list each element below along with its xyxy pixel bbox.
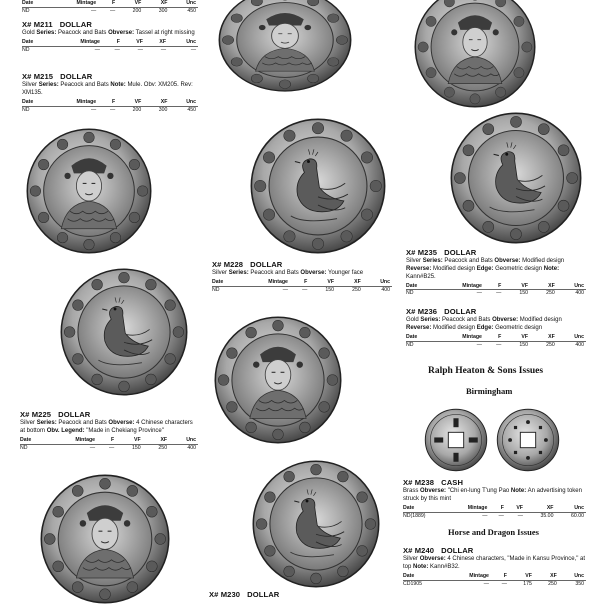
obverse-value: Tassel at right missing: [135, 30, 195, 37]
catalog-number: M225: [31, 410, 52, 419]
coin-portrait-left-1: [26, 128, 152, 254]
col-xf: XF: [525, 505, 556, 512]
denomination: DOLLAR: [444, 307, 477, 316]
obverse-label: Obverse:: [492, 317, 519, 324]
entry-m230: [209, 590, 389, 600]
metal: Silver: [403, 556, 419, 563]
note-value: Kann#B32.: [430, 564, 460, 571]
col-f: F: [102, 39, 122, 46]
col-f: F: [98, 0, 117, 7]
cell-f: —: [501, 580, 507, 587]
col-f: F: [484, 283, 503, 290]
col-unc: Unc: [557, 334, 586, 341]
cell-f: —: [109, 106, 116, 113]
catalog-prefix: X#: [406, 307, 416, 316]
cell-vf: 150: [519, 290, 529, 297]
catalog-prefix: X#: [212, 260, 222, 269]
col-vf: VF: [117, 99, 143, 106]
cell-date: ND: [22, 46, 30, 53]
col-mintage: Mintage: [447, 505, 489, 512]
entry-description: [22, 30, 198, 38]
obv-legend-value: "Made in Chekiang Province": [86, 428, 164, 435]
metal: Gold: [22, 30, 35, 37]
col-f: F: [484, 334, 503, 341]
obverse-value: Modified design: [522, 258, 565, 265]
obverse-value: Younger face: [328, 270, 364, 277]
coin-m238-cash-obverse: [424, 408, 488, 472]
col-date: Date: [212, 279, 240, 286]
entry-heading: [22, 20, 198, 29]
entry-m215: [22, 72, 198, 113]
col-vf: VF: [506, 505, 525, 512]
col-vf: VF: [503, 283, 530, 290]
series-label: Series:: [422, 258, 443, 265]
cell-date: ND: [212, 286, 220, 293]
mintage-table: [22, 0, 198, 14]
catalog-prefix: X#: [22, 20, 32, 29]
col-f: F: [97, 437, 116, 444]
cell-vf: —: [517, 512, 523, 519]
col-xf: XF: [143, 99, 169, 106]
edge-label: Edge:: [476, 266, 494, 273]
catalog-number: M211: [33, 20, 53, 29]
metal: Brass: [403, 488, 419, 495]
emperor-portrait-icon: [40, 474, 170, 604]
cell-f: —: [114, 46, 120, 53]
denomination: CASH: [441, 478, 464, 487]
entry-heading: [212, 260, 392, 269]
cell-mintage: —: [482, 512, 488, 519]
reverse-label: Reverse:: [406, 325, 432, 332]
col-date: Date: [20, 437, 48, 444]
mintage-table: [22, 39, 198, 53]
emperor-portrait-icon: [411, 0, 539, 108]
edge-label: Edge:: [476, 325, 494, 332]
cell-date: ND: [406, 341, 414, 348]
col-date: Date: [406, 283, 434, 290]
col-vf: VF: [509, 573, 534, 580]
emperor-portrait-icon: [26, 128, 152, 254]
obv-legend-label: Obv. Legend:: [46, 428, 85, 435]
reverse-value: Modified design: [433, 325, 476, 332]
coin-peacock-center-3: [252, 460, 380, 588]
note-label: Note:: [110, 82, 126, 89]
entry-m210: [22, 0, 198, 14]
cell-f: —: [496, 290, 502, 297]
table-row: [212, 286, 392, 293]
col-mintage: Mintage: [51, 39, 102, 46]
reverse-label: Reverse:: [406, 266, 432, 273]
entry-description: [406, 317, 586, 333]
metal: Silver: [20, 420, 36, 427]
cell-xf: 250: [546, 290, 555, 297]
col-vf: VF: [309, 279, 336, 286]
mintage-table: [22, 99, 198, 113]
obverse-value: "Chi en-lung T'ung Pao: [447, 488, 510, 495]
peacock-icon: [450, 112, 582, 244]
note-label: Note:: [413, 564, 429, 571]
catalog-prefix: X#: [403, 546, 413, 555]
series-value: Peacock and Bats: [58, 30, 107, 37]
cell-xf: 35.00: [540, 512, 554, 519]
table-row: [406, 341, 586, 348]
col-mintage: Mintage: [48, 437, 97, 444]
cell-mintage: —: [476, 341, 482, 348]
cell-mintage: —: [282, 286, 288, 293]
note-value: Kann#B25.: [406, 274, 436, 281]
catalog-number: M215: [33, 72, 54, 81]
peacock-icon: [60, 268, 188, 396]
col-f: F: [290, 279, 309, 286]
peacock-icon: [252, 460, 380, 588]
col-xf: XF: [143, 437, 169, 444]
entry-m235: [406, 248, 586, 297]
series-value: Peacock and Bats: [60, 82, 109, 89]
cell-xf: 300: [158, 106, 168, 113]
square-hole-cash-icon: [496, 408, 560, 472]
col-vf: VF: [117, 0, 143, 7]
cell-mintage: —: [94, 46, 100, 53]
col-f: F: [489, 505, 505, 512]
cell-mintage: —: [90, 106, 97, 113]
col-xf: XF: [530, 283, 557, 290]
col-date: Date: [406, 334, 434, 341]
denomination: DOLLAR: [444, 248, 477, 257]
col-xf: XF: [336, 279, 363, 286]
emperor-portrait-icon: [214, 316, 342, 444]
series-value: Peacock and Bats: [58, 420, 107, 427]
col-xf: XF: [143, 0, 169, 7]
coin-portrait-left-3: [40, 474, 170, 604]
denomination: DOLLAR: [58, 410, 91, 419]
denomination: DOLLAR: [247, 590, 280, 599]
metal: Silver: [406, 258, 422, 265]
col-xf: XF: [530, 334, 557, 341]
mintage-table: [406, 334, 586, 348]
reverse-value: Modified design: [433, 266, 476, 273]
col-unc: Unc: [363, 279, 392, 286]
cell-xf: —: [160, 46, 167, 53]
section-subtitle-horse-dragon: Horse and Dragon Issues: [448, 527, 539, 537]
cell-date: ND: [406, 290, 414, 297]
entry-description: [212, 270, 392, 278]
cell-mintage: —: [89, 444, 96, 451]
col-date: Date: [22, 39, 51, 46]
table-row: [406, 290, 586, 297]
cell-mintage: —: [476, 290, 482, 297]
coin-portrait-center-2: [214, 316, 342, 444]
obverse-value: 4 Chinese characters, "Made in Kansu Province," at top: [403, 556, 586, 571]
catalog-number: M235: [417, 248, 438, 257]
catalog-number: M228: [223, 260, 244, 269]
cell-f: —: [498, 512, 504, 519]
series-label: Series:: [36, 420, 57, 427]
cell-xf: 250: [158, 444, 168, 451]
metal: Silver: [212, 270, 228, 277]
col-unc: Unc: [169, 437, 198, 444]
cell-f: —: [496, 341, 502, 348]
entry-m238: [403, 478, 586, 519]
peacock-icon: [250, 118, 386, 254]
col-xf: XF: [145, 39, 168, 46]
cell-vf: 150: [325, 286, 335, 293]
series-label: Series:: [38, 82, 59, 89]
table-row: [20, 444, 198, 451]
cell-vf: 200: [132, 106, 142, 113]
catalog-prefix: X#: [403, 478, 413, 487]
table-row: [22, 46, 198, 53]
section-subtitle-birmingham: Birmingham: [466, 386, 513, 396]
cell-unc: —: [190, 46, 196, 53]
col-mintage: Mintage: [240, 279, 290, 286]
series-label: Series:: [420, 317, 441, 324]
cell-mintage: —: [90, 7, 97, 14]
cell-vf: 150: [519, 341, 529, 348]
entry-heading: [20, 410, 198, 419]
cell-f: —: [302, 286, 308, 293]
cell-unc: 350: [575, 580, 584, 587]
obverse-value: Modified design: [519, 317, 562, 324]
coin-m238-cash-reverse: [496, 408, 560, 472]
cell-unc: 400: [187, 444, 196, 451]
col-unc: Unc: [169, 99, 198, 106]
catalog-prefix: X#: [22, 72, 32, 81]
note-label: Note:: [543, 266, 560, 273]
cell-unc: 450: [187, 106, 196, 113]
cell-unc: 400: [381, 286, 390, 293]
table-row: [403, 512, 586, 519]
denomination: DOLLAR: [441, 546, 474, 555]
mintage-table: [20, 437, 198, 451]
col-mintage: Mintage: [444, 573, 490, 580]
table-row: [22, 106, 198, 113]
series-value: Peacock and Bats: [444, 258, 493, 265]
col-vf: VF: [122, 39, 145, 46]
note-value: Mule. Obv: XM205. Rev: XM135.: [22, 82, 193, 97]
col-unc: Unc: [168, 39, 198, 46]
entry-description: [20, 420, 198, 436]
col-mintage: Mintage: [434, 283, 484, 290]
entry-heading: [403, 478, 586, 487]
entry-m240: [403, 546, 586, 587]
mintage-table: [403, 573, 586, 587]
mintage-table: [403, 505, 586, 519]
entry-m225: [20, 410, 198, 451]
col-date: Date: [22, 0, 49, 7]
entry-description: [403, 488, 586, 504]
emperor-portrait-icon: [218, 0, 352, 92]
cell-unc: 60.00: [571, 512, 584, 519]
obverse-value: 4 Chinese characters at bottom: [20, 420, 193, 435]
cell-unc: 450: [187, 7, 196, 14]
series-value: Peacock and Bats: [250, 270, 299, 277]
col-f: F: [491, 573, 509, 580]
entry-heading: [406, 307, 586, 316]
col-mintage: Mintage: [49, 99, 98, 106]
cell-date: ND: [22, 106, 30, 113]
obverse-label: Obverse:: [420, 488, 447, 495]
entry-heading: [209, 590, 389, 599]
entry-description: [406, 258, 586, 281]
catalog-prefix: X#: [406, 248, 416, 257]
coin-m211-portrait-top-center: [218, 0, 352, 92]
catalog-prefix: X#: [20, 410, 30, 419]
obverse-label: Obverse:: [419, 556, 446, 563]
coin-peacock-right-1: [450, 112, 582, 244]
cell-xf: 250: [352, 286, 361, 293]
col-unc: Unc: [169, 0, 198, 7]
obverse-label: Obverse:: [108, 420, 135, 427]
section-title-heaton: Ralph Heaton & Sons Issues: [428, 366, 544, 376]
cell-date: ND: [22, 7, 30, 14]
col-xf: XF: [534, 573, 559, 580]
col-date: Date: [22, 99, 49, 106]
obverse-label: Obverse:: [300, 270, 327, 277]
col-unc: Unc: [555, 505, 586, 512]
series-label: Series:: [36, 30, 57, 37]
cell-vf: —: [137, 46, 143, 53]
cell-vf: 200: [132, 7, 142, 14]
denomination: DOLLAR: [59, 20, 92, 29]
cell-date: ND(1889): [403, 512, 426, 519]
edge-value: Geometric design: [495, 325, 543, 332]
cell-mintage: —: [483, 580, 489, 587]
col-unc: Unc: [559, 573, 586, 580]
col-date: Date: [403, 573, 444, 580]
catalog-number: M230: [220, 590, 241, 599]
metal: Gold: [406, 317, 419, 324]
note-label: Note:: [510, 488, 527, 495]
catalog-number: M236: [417, 307, 438, 316]
table-row: [22, 7, 198, 14]
col-date: Date: [403, 505, 447, 512]
metal: Silver: [22, 82, 38, 89]
coin-peacock-center-1: [250, 118, 386, 254]
entry-heading: [403, 546, 586, 555]
col-vf: VF: [116, 437, 142, 444]
denomination: DOLLAR: [250, 260, 283, 269]
obverse-label: Obverse:: [108, 30, 135, 37]
entry-heading: [406, 248, 586, 257]
entry-m211: [22, 20, 198, 53]
col-mintage: Mintage: [434, 334, 484, 341]
cell-vf: 175: [523, 580, 532, 587]
cell-xf: 250: [548, 580, 557, 587]
entry-description: [22, 82, 198, 98]
col-f: F: [98, 99, 117, 106]
entry-description: [403, 556, 586, 572]
cell-date: ND: [20, 444, 28, 451]
series-value: Peacock and Bats: [442, 317, 491, 324]
entry-m236: [406, 307, 586, 348]
note-value: An advertising token struck by this mint: [403, 488, 582, 503]
cell-xf: 300: [158, 7, 168, 14]
cell-vf: 150: [131, 444, 141, 451]
entry-heading: [22, 72, 198, 81]
mintage-table: [406, 283, 586, 297]
cell-unc: 400: [575, 341, 584, 348]
cell-xf: 250: [546, 341, 555, 348]
square-hole-cash-icon: [424, 408, 488, 472]
mintage-table: [212, 279, 392, 293]
col-unc: Unc: [557, 283, 586, 290]
entry-m228: [212, 260, 392, 293]
cell-date: CD1905: [403, 580, 423, 587]
catalog-prefix: X#: [209, 590, 219, 599]
cell-unc: 400: [575, 290, 584, 297]
cell-f: —: [109, 7, 116, 14]
catalog-number: M238: [414, 478, 435, 487]
col-vf: VF: [503, 334, 530, 341]
series-label: Series:: [228, 270, 249, 277]
denomination: DOLLAR: [60, 72, 93, 81]
obverse-label: Obverse:: [494, 258, 521, 265]
catalog-number: M240: [414, 546, 435, 555]
col-mintage: Mintage: [49, 0, 98, 7]
coin-peacock-left-2: [60, 268, 188, 396]
edge-value: Geometric design: [495, 266, 543, 273]
cell-f: —: [109, 444, 115, 451]
coin-m215-portrait-top-right: [411, 0, 539, 108]
table-row: [403, 580, 586, 587]
